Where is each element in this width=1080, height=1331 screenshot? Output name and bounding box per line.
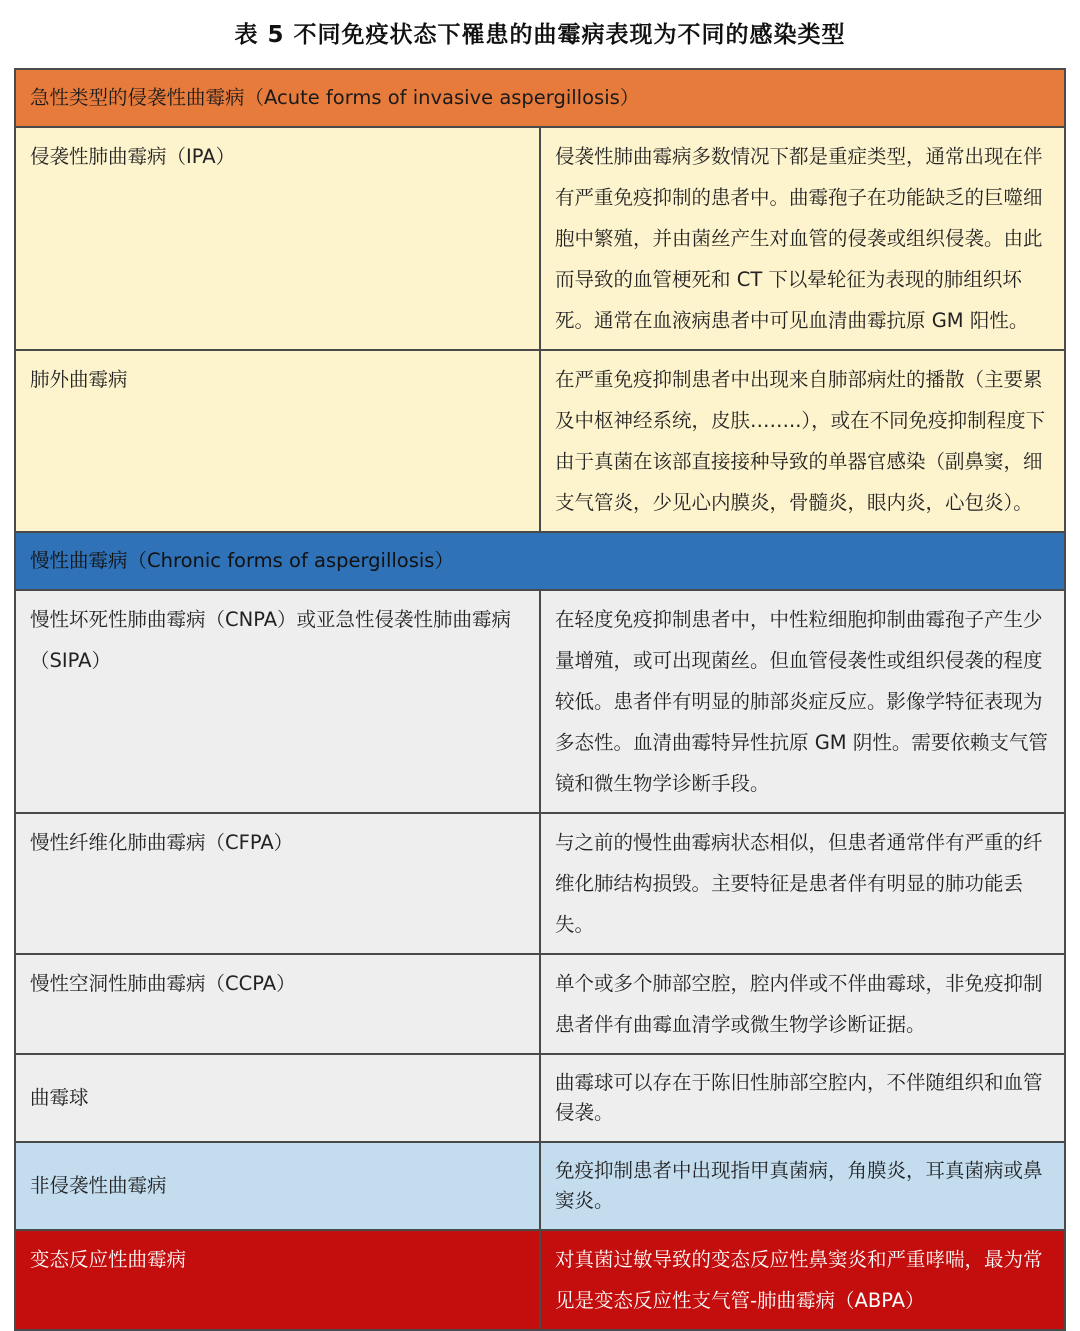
table-row-ccpa xyxy=(15,954,1065,1054)
row-description: 对真菌过敏导致的变态反应性鼻窦炎和严重哮喘，最为常见是变态反应性支气管-肺曲霉病（ABPA） xyxy=(540,1230,1065,1330)
row-description: 在轻度免疫抑制患者中，中性粒细胞抑制曲霉孢子产生少量增殖，或可出现菌丝。但血管侵袭性或组织侵袭的程度较低。患者伴有明显的肺部炎症反应。影像学特征表现为多态性。血清曲霉特异性抗原 GM 阴性。需要依赖支气管镜和微生物学诊断手段。 xyxy=(540,590,1065,813)
row-description: 在严重免疫抑制患者中出现来自肺部病灶的播散（主要累及中枢神经系统，皮肤……..），或在不同免疫抑制程度下由于真菌在该部直接接种导致的单器官感染（副鼻窦，细支气管炎，少见心内膜炎，骨髓炎，眼内炎，心包炎）。 xyxy=(540,350,1065,532)
row-description: 免疫抑制患者中出现指甲真菌病，角膜炎，耳真菌病或鼻窦炎。 xyxy=(540,1142,1065,1230)
row-name: 肺外曲霉病 xyxy=(15,350,540,532)
row-name: 侵袭性肺曲霉病（IPA） xyxy=(15,127,540,350)
section-header-acute xyxy=(15,69,1065,127)
row-name: 非侵袭性曲霉病 xyxy=(15,1142,540,1230)
table-title: 表 5 不同免疫状态下罹患的曲霉病表现为不同的感染类型 xyxy=(234,22,846,48)
table-row-aspergilloma xyxy=(15,1054,1065,1142)
row-name: 慢性坏死性肺曲霉病（CNPA）或亚急性侵袭性肺曲霉病（SIPA） xyxy=(15,590,540,813)
row-name: 慢性纤维化肺曲霉病（CFPA） xyxy=(15,813,540,954)
row-description: 侵袭性肺曲霉病多数情况下都是重症类型，通常出现在伴有严重免疫抑制的患者中。曲霉孢子在功能缺乏的巨噬细胞中繁殖，并由菌丝产生对血管的侵袭或组织侵袭。由此而导致的血管梗死和 CT 下以晕轮征为表现的肺组织坏死。通常在血液病患者中可见血清曲霉抗原 GM 阳性。 xyxy=(540,127,1065,350)
table-row-allergic xyxy=(15,1230,1065,1330)
row-description: 单个或多个肺部空腔，腔内伴或不伴曲霉球，非免疫抑制患者伴有曲霉血清学或微生物学诊断证据。 xyxy=(540,954,1065,1054)
table-row-cfpa xyxy=(15,813,1065,954)
section-header-acute-label: 急性类型的侵袭性曲霉病（Acute forms of invasive aspergillosis） xyxy=(15,69,1065,127)
table-row-noninvasive xyxy=(15,1142,1065,1230)
table-row-ipa xyxy=(15,127,1065,350)
table-row-extrapulmonary xyxy=(15,350,1065,532)
row-description: 曲霉球可以存在于陈旧性肺部空腔内，不伴随组织和血管侵袭。 xyxy=(540,1054,1065,1142)
row-name: 变态反应性曲霉病 xyxy=(15,1230,540,1330)
row-name: 慢性空洞性肺曲霉病（CCPA） xyxy=(15,954,540,1054)
row-name: 曲霉球 xyxy=(15,1054,540,1142)
row-description: 与之前的慢性曲霉病状态相似，但患者通常伴有严重的纤维化肺结构损毁。主要特征是患者伴有明显的肺功能丢失。 xyxy=(540,813,1065,954)
section-header-chronic xyxy=(15,532,1065,590)
section-header-chronic-label: 慢性曲霉病（Chronic forms of aspergillosis） xyxy=(15,532,1065,590)
table-row-cnpa-sipa xyxy=(15,590,1065,813)
aspergillosis-table xyxy=(14,68,1066,1331)
